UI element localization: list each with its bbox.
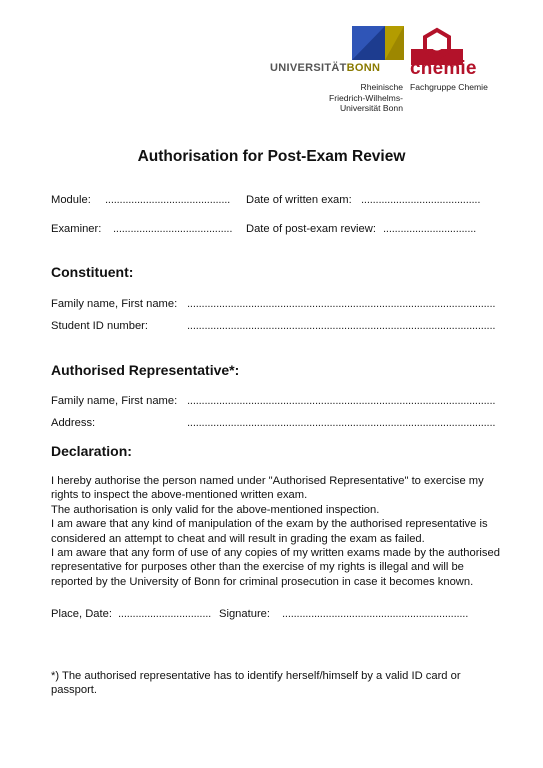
examiner-label: Examiner:	[51, 223, 102, 235]
constituent-name-label: Family name, First name:	[51, 298, 178, 310]
date-review-label: Date of post-exam review:	[246, 223, 376, 235]
declaration-heading: Declaration:	[51, 443, 132, 459]
university-wordmark: UNIVERSITÄTBONN	[270, 62, 381, 74]
student-id-field[interactable]: ..........................................................................................................	[187, 320, 496, 332]
date-review-field[interactable]: ................................	[383, 223, 477, 235]
place-date-label: Place, Date:	[51, 608, 112, 620]
declaration-text	[51, 474, 501, 589]
constituent-name-field[interactable]: ..........................................................................................................	[187, 298, 496, 310]
declaration-paragraph: I am aware that any form of use of any copies of my written exams made by the authorised representative for purposes other than the exercise of my rights is illegal and will be reported by the University of Bonn for criminal prosecution in case it becomes known.	[51, 547, 500, 588]
module-field[interactable]: ...........................................	[105, 194, 231, 206]
date-written-label: Date of written exam:	[246, 194, 352, 206]
university-logo-mark	[352, 26, 404, 60]
declaration-paragraph: I hereby authorise the person named under "Authorised Representative" to exercise my rights to inspect the above-mentioned written exam.	[51, 475, 484, 502]
chemie-wordmark: chemie	[410, 58, 477, 79]
declaration-paragraph: I am aware that any kind of manipulation of the exam by the authorised representative is considered an attempt to cheat and will result in grading the exam as failed.	[51, 518, 488, 545]
examiner-field[interactable]: .........................................	[113, 223, 233, 235]
constituent-heading: Constituent:	[51, 264, 134, 280]
address-label: Address:	[51, 417, 96, 429]
university-subtitle: Rheinische Friedrich-Wilhelms- Universität Bonn	[328, 82, 403, 113]
place-date-field[interactable]: ................................	[118, 608, 212, 620]
address-field[interactable]: ..........................................................................................................	[187, 417, 496, 429]
representative-heading: Authorised Representative*:	[51, 362, 240, 378]
signature-field[interactable]: ................................................................	[282, 608, 469, 620]
chemie-subtitle: Fachgruppe Chemie	[410, 82, 488, 92]
representative-name-label: Family name, First name:	[51, 395, 178, 407]
form-title: Authorisation for Post-Exam Review	[137, 148, 406, 165]
date-written-field[interactable]: .........................................	[361, 194, 481, 206]
footnote: *) The authorised representative has to identify herself/himself by a valid ID card or passport.	[51, 670, 461, 697]
student-id-label: Student ID number:	[51, 320, 149, 332]
signature-label: Signature:	[219, 608, 270, 620]
module-label: Module:	[51, 194, 91, 206]
declaration-paragraph: The authorisation is only valid for the above-mentioned inspection.	[51, 503, 380, 516]
representative-name-field[interactable]: ..........................................................................................................	[187, 395, 496, 407]
